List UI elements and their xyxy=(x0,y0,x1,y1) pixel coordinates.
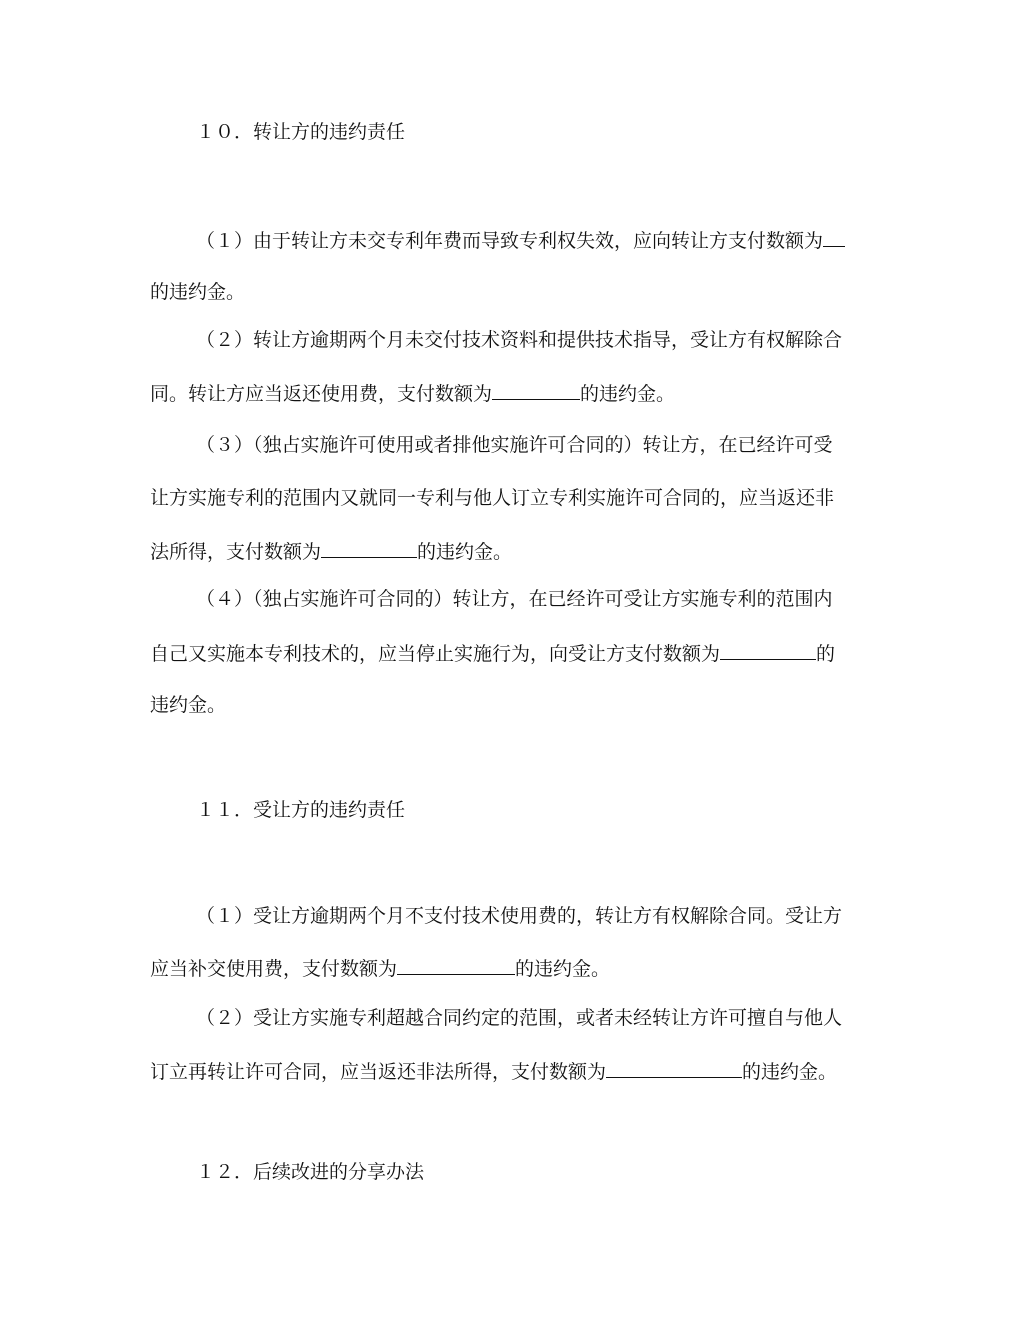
clause-10-1-line-2: 的违约金。 xyxy=(150,281,246,303)
clause-10-3-line-2: 让方实施专利的范围内又就同一专利与他人订立专利实施许可合同的，应当返还非 xyxy=(150,487,835,509)
clause-11-1-line-2 xyxy=(150,955,610,981)
fill-in-blank xyxy=(492,380,580,400)
clause-10-2-line-1: （２）转让方逾期两个月未交付技术资料和提供技术指导，受让方有权解除合 xyxy=(196,329,843,351)
fill-in-blank xyxy=(397,955,515,975)
section-heading-10: １０．转让方的违约责任 xyxy=(196,121,406,143)
fill-in-blank xyxy=(823,227,845,247)
clause-text: 的违约金。 xyxy=(515,958,611,980)
clause-10-3-line-3 xyxy=(150,538,512,564)
clause-text: 订立再转让许可合同，应当返还非法所得，支付数额为 xyxy=(150,1061,607,1083)
clause-11-2-line-1: （２）受让方实施专利超越合同约定的范围，或者未经转让方许可擅自与他人 xyxy=(196,1007,843,1029)
clause-text: 的 xyxy=(816,643,836,665)
clause-11-1-line-1: （１）受让方逾期两个月不支付技术使用费的，转让方有权解除合同。受让方 xyxy=(196,905,843,927)
clause-10-4-line-2 xyxy=(150,640,835,666)
clause-10-3-line-1: （３）（独占实施许可使用或者排他实施许可合同的）转让方，在已经许可受 xyxy=(196,434,833,456)
clause-text: （１）由于转让方未交专利年费而导致专利权失效，应向转让方支付数额为 xyxy=(196,230,824,252)
section-heading-11: １１．受让方的违约责任 xyxy=(196,799,406,821)
clause-10-1-line-1 xyxy=(196,227,845,253)
clause-10-4-line-1: （４）（独占实施许可合同的）转让方，在已经许可受让方实施专利的范围内 xyxy=(196,588,833,610)
clause-text: 的违约金。 xyxy=(580,383,676,405)
clause-text: 的违约金。 xyxy=(742,1061,838,1083)
clause-text: 法所得，支付数额为 xyxy=(150,541,322,563)
clause-text: 自己又实施本专利技术的，应当停止实施行为，向受让方支付数额为 xyxy=(150,643,721,665)
fill-in-blank xyxy=(606,1058,742,1078)
clause-10-4-line-3: 违约金。 xyxy=(150,694,227,716)
fill-in-blank xyxy=(720,640,816,660)
fill-in-blank xyxy=(321,538,417,558)
clause-11-2-line-2 xyxy=(150,1058,837,1084)
clause-text: 应当补交使用费，支付数额为 xyxy=(150,958,398,980)
section-heading-12: １２．后续改进的分享办法 xyxy=(196,1161,425,1183)
clause-text: 的违约金。 xyxy=(417,541,513,563)
clause-text: 同。转让方应当返还使用费，支付数额为 xyxy=(150,383,493,405)
clause-10-2-line-2 xyxy=(150,380,675,406)
